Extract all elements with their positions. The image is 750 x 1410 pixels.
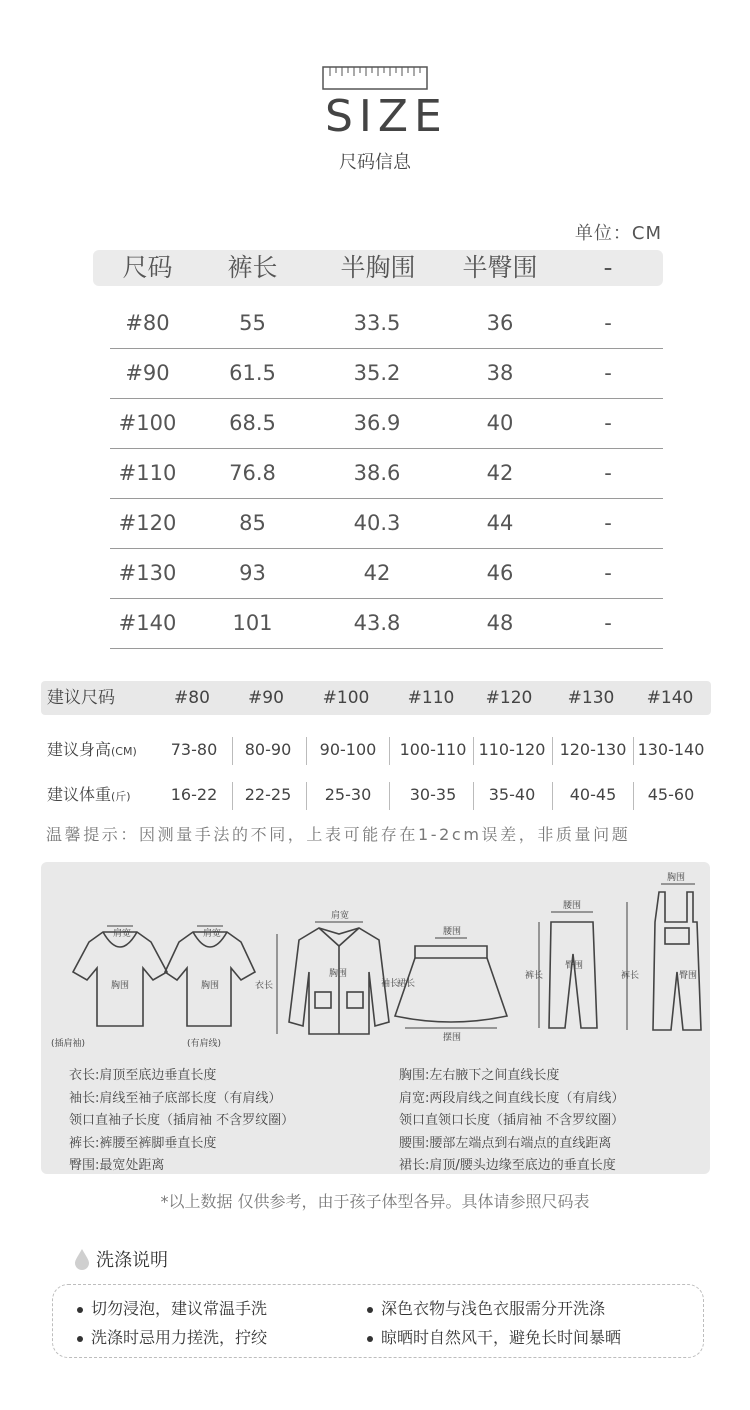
header-cell: #130 <box>567 688 615 708</box>
table-cell: - <box>604 511 612 535</box>
table-cell: 48 <box>486 611 514 635</box>
warning-text: 温馨提示：因测量手法的不同，上表可能存在1-2cm误差，非质量问题 <box>46 825 631 844</box>
table-row <box>110 448 663 499</box>
length-label: 衣长 <box>255 981 274 991</box>
table-cell: 130-140 <box>637 740 705 759</box>
row-label: 建议体重(斤) <box>47 785 131 804</box>
table-cell: 25-30 <box>324 785 372 804</box>
table-cell: 73-80 <box>170 740 218 759</box>
hem-label: 摆围 <box>443 1033 462 1043</box>
size-logo: SIZE <box>325 91 448 142</box>
shoulder-label: 肩宽 <box>203 929 222 939</box>
row-label: 建议身高(CM) <box>47 740 137 759</box>
header-cell: 半臀围 <box>462 253 538 282</box>
table-cell: 38.6 <box>353 461 401 485</box>
table-cell: 90-100 <box>319 740 377 759</box>
table-cell: 43.8 <box>353 611 401 635</box>
washing-title: 洗涤说明 <box>96 1250 168 1271</box>
header-cell: #120 <box>485 688 533 708</box>
waist-label: 腰围 <box>443 927 462 937</box>
desc-line: 臀围:最宽处距离 <box>69 1158 165 1173</box>
table-cell: 80-90 <box>244 740 292 759</box>
table-cell: 46 <box>486 561 514 585</box>
overalls-icon <box>653 892 701 1030</box>
raglan-caption: (插肩袖) <box>51 1039 86 1049</box>
table-row <box>110 348 663 399</box>
table-cell: 120-130 <box>559 740 627 759</box>
chest-label: 胸围 <box>329 969 348 979</box>
table-cell: 85 <box>239 511 266 535</box>
table-cell: - <box>604 361 612 385</box>
table-cell: 36 <box>486 311 514 335</box>
table-cell: 61.5 <box>229 361 276 385</box>
header-cell: - <box>603 253 613 282</box>
table-cell: 33.5 <box>353 311 401 335</box>
desc-line: 袖长:肩线至袖子底部长度（有肩线） <box>69 1090 282 1106</box>
table-cell: - <box>604 411 612 435</box>
bullet-icon <box>77 1307 83 1313</box>
header-cell: #80 <box>174 688 210 708</box>
table-cell: #110 <box>118 461 177 485</box>
desc-line: 领口直袖子长度（插肩袖 不含罗纹圈） <box>69 1113 295 1128</box>
chest-label: 胸围 <box>201 981 220 991</box>
table-cell: 68.5 <box>229 411 276 435</box>
sleeve-label: 袖长 <box>381 979 400 989</box>
pants-length-label: 裤长 <box>621 971 640 981</box>
table-cell: 44 <box>486 511 514 535</box>
washing-box <box>52 1284 704 1358</box>
table-cell: #100 <box>118 411 177 435</box>
reference-note: *以上数据 仅供参考，由于孩子体型各异。具体请参照尺码表 <box>160 1192 590 1211</box>
bullet-icon <box>77 1336 83 1342</box>
chest-label: 胸围 <box>667 873 686 883</box>
size-table-header <box>93 250 663 286</box>
measurement-panel <box>41 862 710 1174</box>
weight-row <box>41 778 711 812</box>
shoulder-label: 肩宽 <box>331 911 350 921</box>
table-cell: 42 <box>363 561 391 585</box>
table-cell: - <box>604 611 612 635</box>
header-cell: 建议尺码 <box>47 688 115 708</box>
skirt-icon <box>415 946 487 958</box>
table-row <box>110 398 663 449</box>
washing-item: 切勿浸泡，建议常温手洗 <box>77 1296 267 1319</box>
table-cell: #130 <box>118 561 177 585</box>
raglan-tee-icon <box>73 932 167 1026</box>
table-cell: 35.2 <box>353 361 401 385</box>
garment-diagrams <box>41 862 710 1062</box>
header-cell: #140 <box>646 688 694 708</box>
table-cell: 40-45 <box>569 785 617 804</box>
shoulder-label: 肩宽 <box>113 929 132 939</box>
table-cell: 40.3 <box>353 511 401 535</box>
table-cell: 101 <box>232 611 273 635</box>
page-subtitle: 尺码信息 <box>339 152 411 173</box>
pants-length-label: 裤长 <box>525 971 544 981</box>
table-cell: 22-25 <box>244 785 292 804</box>
header-cell: #90 <box>248 688 284 708</box>
table-row <box>110 298 663 349</box>
desc-line: 胸围:左右腋下之间直线长度 <box>399 1068 560 1083</box>
height-row <box>41 733 711 767</box>
hip-label: 臀围 <box>565 961 584 971</box>
table-cell: 55 <box>239 311 266 335</box>
table-row <box>110 548 663 599</box>
table-cell: 100-110 <box>399 740 467 759</box>
table-row <box>110 598 663 649</box>
table-cell: 45-60 <box>647 785 695 804</box>
table-cell: 42 <box>486 461 514 485</box>
table-cell: - <box>604 311 612 335</box>
table-cell: 16-22 <box>170 785 218 804</box>
table-cell: 93 <box>239 561 266 585</box>
desc-line: 腰围:腰部左端点到右端点的直线距离 <box>399 1135 612 1151</box>
table-cell: 36.9 <box>353 411 401 435</box>
table-cell: 30-35 <box>409 785 457 804</box>
table-cell: - <box>604 561 612 585</box>
table-row <box>110 498 663 549</box>
desc-line: 领口直领口长度（插肩袖 不含罗纹圈） <box>399 1113 625 1128</box>
washing-item: 深色衣物与浅色衣服需分开洗涤 <box>367 1296 605 1319</box>
bullet-icon <box>367 1336 373 1342</box>
chest-label: 胸围 <box>111 981 130 991</box>
header-cell: 尺码 <box>122 253 173 282</box>
table-cell: #120 <box>118 511 177 535</box>
set-in-caption: (有肩线) <box>187 1039 222 1049</box>
header-cell: 裤长 <box>227 253 278 282</box>
hip-label: 臀围 <box>679 971 698 981</box>
washing-item: 晾晒时自然风干，避免长时间暴晒 <box>367 1325 621 1348</box>
table-cell: #80 <box>125 311 170 335</box>
table-cell: #140 <box>118 611 177 635</box>
washing-item: 洗涤时忌用力搓洗，拧绞 <box>77 1325 267 1348</box>
desc-line: 裙长:肩顶/腰头边缘至底边的垂直长度 <box>399 1158 616 1173</box>
desc-line: 衣长:肩顶至底边垂直长度 <box>69 1068 217 1083</box>
desc-line: 肩宽:两段肩线之间直线长度（有肩线） <box>399 1090 625 1106</box>
table-cell: 76.8 <box>229 461 276 485</box>
table-cell: 35-40 <box>488 785 536 804</box>
ruler-icon <box>322 66 428 90</box>
unit-label: 单位：CM <box>574 223 662 244</box>
recommend-table-header <box>41 681 711 715</box>
skirt-length-label: 裙长 <box>397 979 416 989</box>
header-cell: #100 <box>322 688 370 708</box>
waist-label: 腰围 <box>563 901 582 911</box>
bullet-icon <box>367 1307 373 1313</box>
header-cell: 半胸围 <box>340 253 416 282</box>
pants-icon <box>549 922 597 1028</box>
table-cell: #90 <box>125 361 170 385</box>
water-drop-icon <box>74 1248 90 1270</box>
vneck-tee-icon <box>165 932 255 1026</box>
table-cell: 38 <box>486 361 514 385</box>
header-cell: #110 <box>407 688 455 708</box>
table-cell: 40 <box>486 411 514 435</box>
table-cell: 110-120 <box>478 740 546 759</box>
right-descriptions <box>399 1065 624 1178</box>
table-cell: - <box>604 461 612 485</box>
desc-line: 裤长:裤腰至裤脚垂直长度 <box>69 1135 217 1151</box>
left-descriptions <box>69 1065 294 1178</box>
